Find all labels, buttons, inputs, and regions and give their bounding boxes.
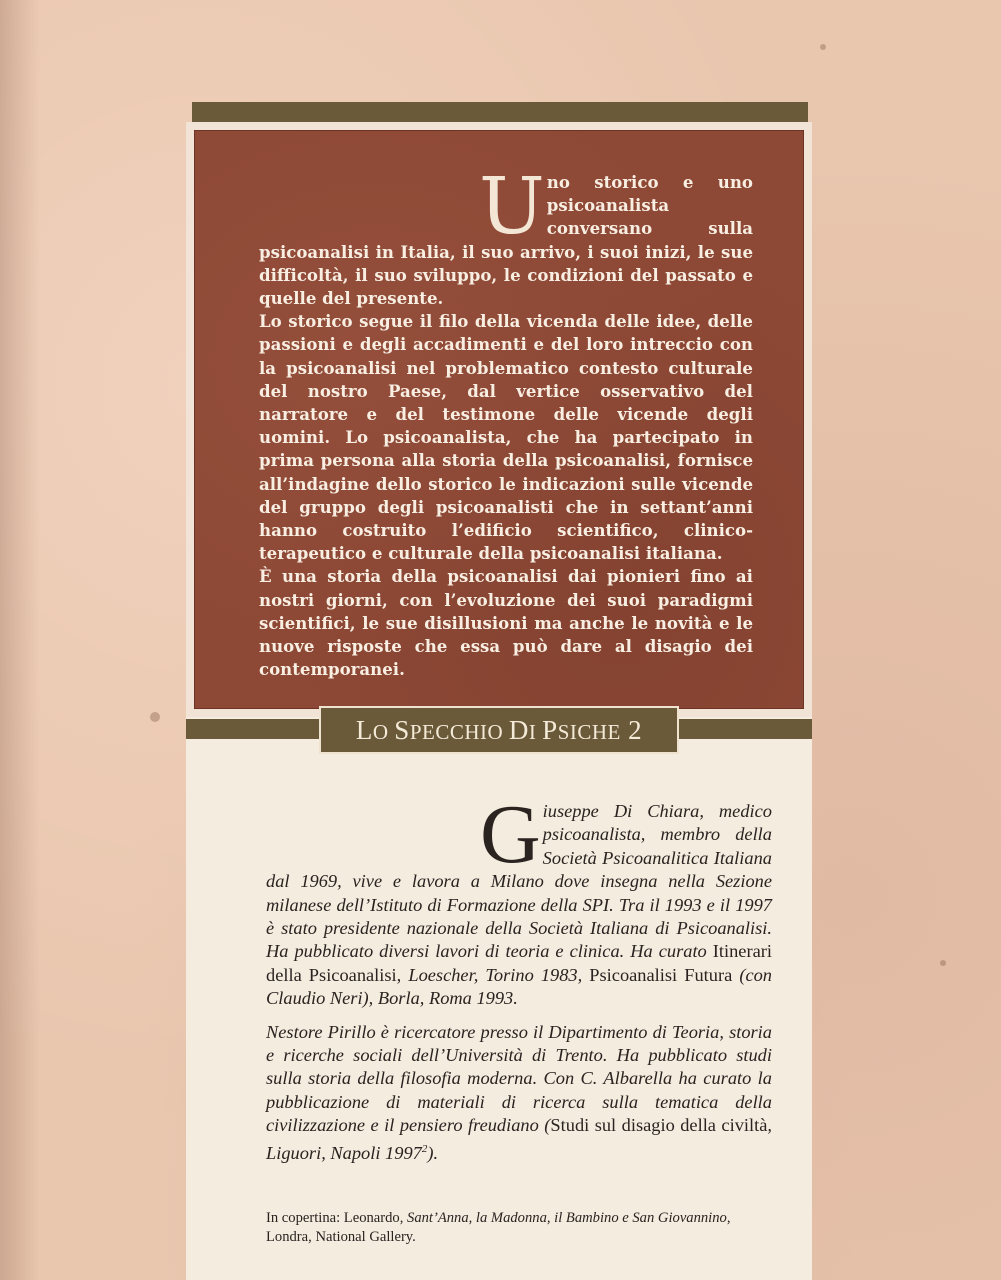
back-cover-panel (186, 100, 812, 1280)
blurb-text (259, 162, 753, 681)
blurb-paragraph-2: Lo storico segue il filo della vicenda delle idee, delle passioni e degli accadimenti e del loro intreccio con la psicoanalisi nel problematico contesto culturale del nostro Paese, dal vertice osservativo del narratore e del testimone delle vicende degli uomini. Lo psicoanalista, che ha partecipato in prima persona alla storia della psicoanalisi, fornisce all’indagine dello storico le indicazioni sulle vicende del gruppo degli psicoanalisti che in settant’anni hanno costruito l’edificio scientifico, clinico-terapeutico e culturale della psicoanalisi italiana. (259, 311, 753, 564)
author-bios (266, 788, 772, 1175)
series-title: LO SPECCHIO DI PSICHE 2 (319, 706, 679, 754)
blurb-paragraph-3: È una storia della psicoanalisi dai pionieri fino ai nostri giorni, con l’evoluzione dei suoi paradigmi scientifici, le sue disillusioni ma anche le novità e le nuove risposte che essa può dare al disagio dei contemporanei. (259, 566, 753, 680)
top-olive-bar (192, 102, 808, 122)
cover-shadow (0, 0, 40, 1280)
paper-speck (940, 960, 946, 966)
cover-credit: In copertina: Leonardo, Sant’Anna, la Madonna, il Bambino e San Giovannino, Londra, National Gallery. (266, 1210, 731, 1245)
author-bio-2: Nestore Pirillo è ricercatore presso il Dipartimento di Teoria, storia e ricerche sociali dell’Università di Trento. Ha pubblicato studi sulla storia della filosofia moderna. Con C. Albarella ha curato la pubblicazione di materiali di ricerca sulla tematica della civilizzazione e il pensiero freudiano (Studi sul disagio della civiltà, Liguori, Napoli 1997$^2$). (266, 1021, 772, 1163)
paper-speck (820, 44, 826, 50)
bio-dropcap: G (480, 788, 541, 881)
paper-speck (150, 712, 160, 722)
blurb-dropcap: U (479, 162, 545, 252)
blurb-frame (186, 122, 812, 717)
blurb-paragraph-1: Uno storico e uno psicoanalista conversano sulla psicoanalisi in Italia, il suo arrivo, i suoi inizi, le sue difficoltà, il suo sviluppo, le condizioni del passato e quelle del presente. (259, 162, 753, 309)
author-bio-1: Giuseppe Di Chiara, medico psicoanalista, membro della Società Psicoanalitica Italiana dal 1969, vive e lavora a Milano dove insegna nella Sezione milanese dell’Istituto di Formazione della SPI. Tra il 1993 e il 1997 è stato presidente nazionale della Società Italiana di Psicoanalisi. Ha pubblicato diversi lavori di teoria e clinica. Ha curato Itinerari della Psicoanalisi, Loescher, Torino 1983, Psicoanalisi Futura (con Claudio Neri), Borla, Roma 1993. (266, 788, 772, 1009)
blurb-box (194, 130, 804, 709)
